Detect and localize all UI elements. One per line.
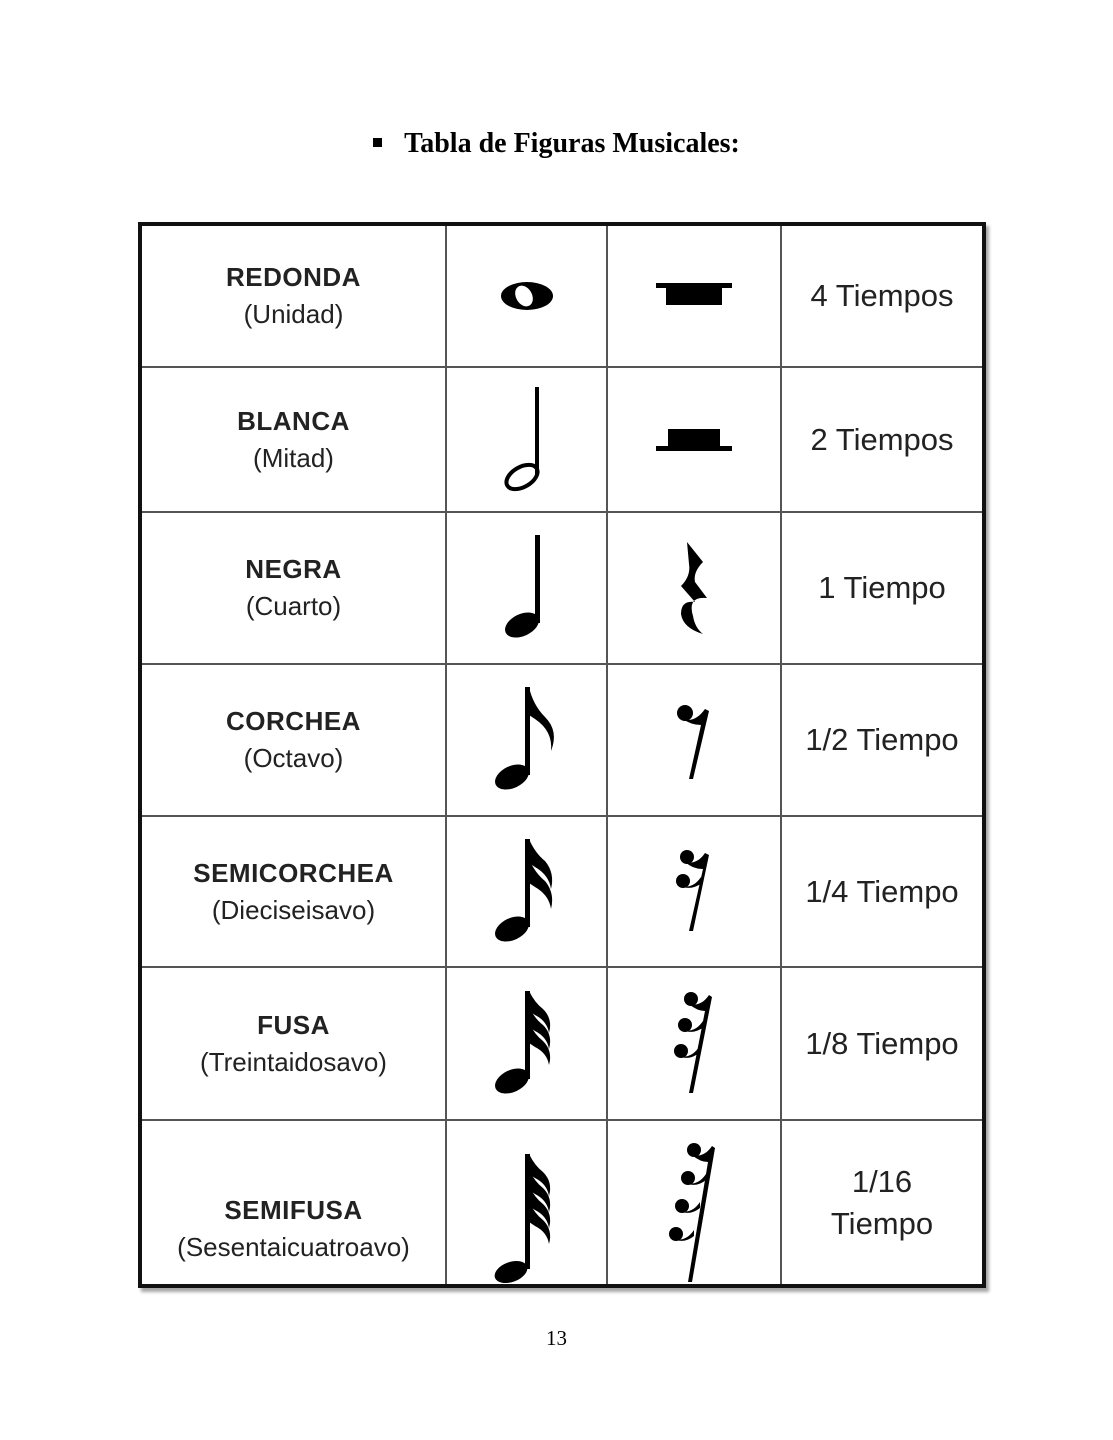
duration-cell [782,1121,982,1284]
figure-name: SEMIFUSA [224,1195,363,1225]
note-cell [447,817,608,968]
figure-name-cell [142,665,447,817]
rest-cell [608,226,782,368]
duration-text: 2 Tiempos [810,421,954,457]
rest-cell [608,1121,782,1284]
duration-cell [782,368,982,513]
figure-name-cell [142,513,447,665]
figure-name-cell [142,817,447,968]
note-cell [447,665,608,817]
figure-fraction: (Dieciseisavo) [211,894,376,925]
quarter-note-icon [497,533,557,643]
figure-name: REDONDA [226,262,361,292]
thirty-second-rest-icon [669,989,719,1099]
sixty-fourth-rest-icon [664,1134,724,1284]
duration-text: 4 Tiempos [810,278,954,313]
eighth-note-icon [487,685,567,795]
duration-text: Tiempo [830,1205,934,1241]
duration-cell [782,817,982,968]
figure-fraction: (Mitad) [253,442,334,473]
note-cell [447,368,608,513]
eighth-rest-icon [669,695,719,785]
rest-cell [608,368,782,513]
rest-cell [608,817,782,968]
music-figures-table [138,222,986,1288]
whole-note-icon [492,276,562,316]
duration-cell [782,968,982,1121]
duration-text: 1/8 Tiempo [805,1025,959,1061]
duration-cell [782,665,982,817]
duration-text: 1 Tiempo [818,570,946,605]
note-cell [447,226,608,368]
duration-cell [782,513,982,665]
rest-cell [608,513,782,665]
bullet-icon [373,138,382,147]
figure-fraction: (Sesentaicuatroavo) [177,1232,410,1262]
figure-name-cell [142,226,447,368]
figure-fraction: (Unidad) [243,299,344,329]
note-cell [447,968,608,1121]
page-number: 13 [546,1326,567,1350]
page-heading [0,128,1113,160]
rest-cell [608,968,782,1121]
heading-text: Tabla de Figuras Musicales: [404,128,740,159]
duration-text: 1/2 Tiempo [805,722,959,757]
note-cell [447,1121,608,1284]
figure-name-cell [142,968,447,1121]
sixteenth-note-icon [487,837,567,947]
duration-text: 1/4 Tiempo [805,873,959,909]
figure-fraction: (Cuarto) [245,591,342,621]
sixteenth-rest-icon [669,847,719,937]
duration-text: 1/16 [851,1163,913,1199]
figure-name: CORCHEA [226,706,361,736]
half-note-icon [497,385,557,495]
quarter-rest-icon [669,538,719,638]
rest-cell [608,665,782,817]
figure-fraction: (Octavo) [243,743,344,773]
figure-fraction: (Treintaidosavo) [200,1046,387,1077]
figure-name-cell [142,368,447,513]
figure-name: BLANCA [237,405,350,436]
note-cell [447,513,608,665]
whole-rest-icon [654,281,734,311]
figure-name: NEGRA [245,554,342,584]
thirty-second-note-icon [487,989,567,1099]
sixty-fourth-note-icon [487,1134,567,1284]
figure-name: FUSA [257,1009,330,1040]
duration-cell [782,226,982,368]
figure-name: SEMICORCHEA [193,857,394,888]
figure-name-cell [142,1121,447,1284]
half-rest-icon [654,425,734,455]
